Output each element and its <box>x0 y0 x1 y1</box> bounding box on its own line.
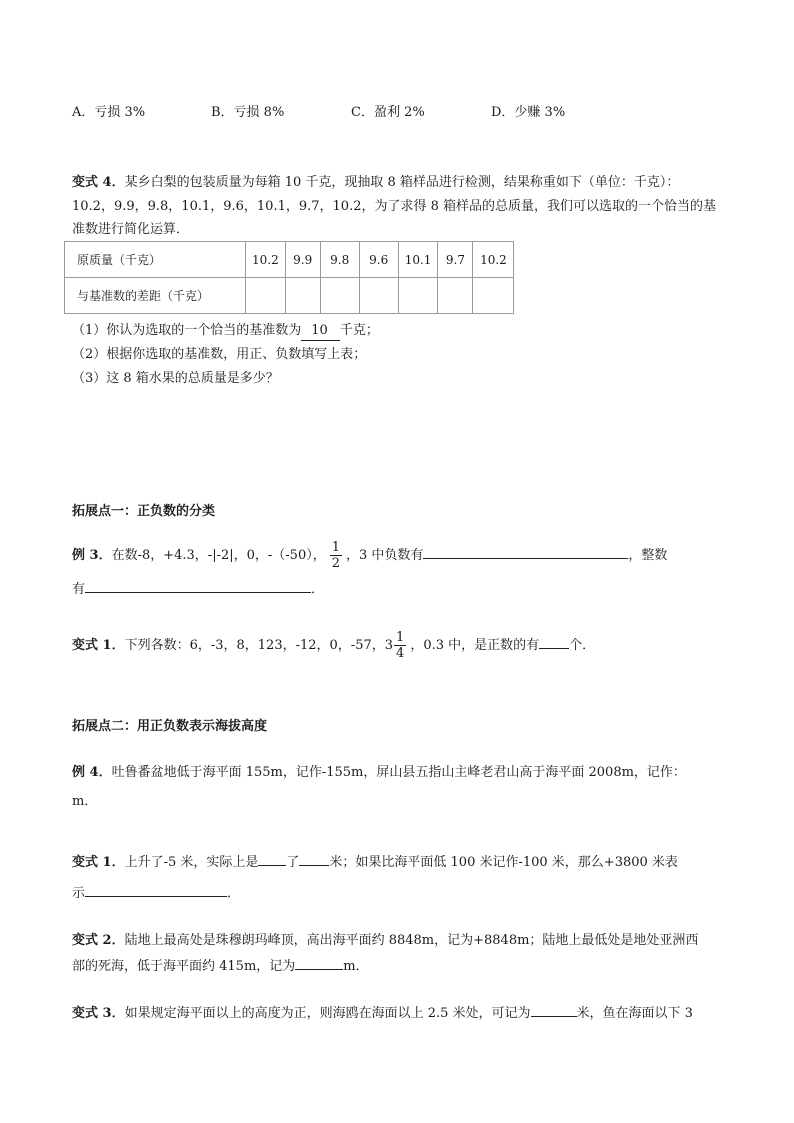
variant1-text2: ，0.3 中，是正数的有 <box>410 638 540 653</box>
table-cell: 9.7 <box>438 242 473 278</box>
example3-text2: ，3 中负数有 <box>346 548 424 563</box>
example3-tag: 例 3． <box>72 548 112 563</box>
mixed-number <box>385 630 411 661</box>
example4-text: 吐鲁番盆地低于海平面 155m，记作-155m，屏山县五指山主峰老君山高于海平面 2008m，记作： <box>111 765 686 780</box>
example3-line2 <box>72 580 324 599</box>
table-cell-empty <box>246 278 286 314</box>
variant4-text1: 某乡白梨的包装质量为每箱 10 千克，现抽取 8 箱样品进行检测，结果称重如下（单位：千克）： <box>124 175 680 190</box>
table-cell: 10.2 <box>246 242 286 278</box>
table-cell: 9.8 <box>320 242 359 278</box>
table-cell: 10.1 <box>398 242 438 278</box>
answer-blank[interactable] <box>423 546 628 559</box>
s2-variant1-end: ． <box>227 886 241 901</box>
answer-blank[interactable] <box>295 957 343 970</box>
table-cell-empty <box>320 278 359 314</box>
mixed-whole: 3 <box>384 637 394 653</box>
example4-tag: 例 4． <box>72 765 112 780</box>
answer-blank[interactable] <box>539 636 569 649</box>
fraction-numerator: 1 <box>331 540 341 555</box>
section1-title: 拓展点一：正负数的分类 <box>72 504 216 519</box>
table-row <box>65 242 514 278</box>
question-1-answer: 10 <box>301 322 340 341</box>
answer-blank[interactable] <box>85 884 227 897</box>
fraction-one-quarter <box>394 630 406 661</box>
table-cell-empty <box>359 278 398 314</box>
s2-variant3-text-b: 米，鱼在海面以下 3 <box>576 1006 693 1021</box>
s2-variant1-line2-text: 示 <box>72 886 86 901</box>
table-row-label: 与基准数的差距（千克） <box>65 278 246 314</box>
weight-table <box>64 241 514 314</box>
fraction-numerator: 1 <box>396 630 405 645</box>
variant4-line3: 准数进行简化运算． <box>72 222 190 237</box>
s2-variant1-text-a: 上升了-5 米，实际上是 <box>124 855 259 870</box>
s2-variant1-tag: 变式 1． <box>72 855 125 870</box>
answer-blank[interactable] <box>85 580 311 593</box>
s2-variant3-text-a: 如果规定海平面以上的高度为正，则海鸥在海面以上 2.5 米处，可记为 <box>124 1006 531 1021</box>
s2-variant2-line1 <box>72 932 698 950</box>
s2-variant1-line1 <box>72 853 678 872</box>
table-cell-empty <box>438 278 473 314</box>
s2-variant2-text2b: m． <box>343 959 369 974</box>
example3-line2-text: 有 <box>72 582 86 597</box>
table-cell: 10.2 <box>473 242 514 278</box>
variant1-line <box>72 630 595 661</box>
table-cell-empty <box>473 278 514 314</box>
s2-variant1-line2 <box>72 884 240 903</box>
table-row-label: 原质量（千克） <box>65 242 246 278</box>
s2-variant1-text-b: 了 <box>286 855 300 870</box>
s2-variant2-tag: 变式 2． <box>72 933 125 948</box>
example3-text1: 在数-8，+4.3，-|-2|，0，-（-50）， <box>111 548 326 563</box>
variant1-text3: 个． <box>569 638 596 653</box>
question-1-unit: 千克； <box>339 323 379 338</box>
table-cell: 9.9 <box>285 242 320 278</box>
answer-blank[interactable] <box>531 1004 577 1017</box>
variant1-tag: 变式 1． <box>72 638 125 653</box>
variant4-line2: 10.2，9.9，9.8，10.1，9.6，10.1，9.7，10.2，为了求得 8 箱样品的总质量，我们可以选取的一个恰当的基 <box>72 199 717 214</box>
table-row <box>65 278 514 314</box>
answer-blank[interactable] <box>299 853 329 866</box>
question-1-text: （1）你认为选取的一个恰当的基准数为 <box>72 323 302 338</box>
example3-line1 <box>72 540 667 571</box>
option-c: C．盈利 2% <box>351 105 425 120</box>
option-d: D．少赚 3% <box>491 105 566 120</box>
example4-line1 <box>72 764 686 782</box>
s2-variant3-line1 <box>72 1004 693 1023</box>
option-a: A．亏损 3% <box>72 105 146 120</box>
table-cell-empty <box>285 278 320 314</box>
question-3: （3）这 8 箱水果的总质量是多少？ <box>72 371 279 386</box>
question-2: （2）根据你选取的基准数，用正、负数填写上表； <box>72 347 367 362</box>
s2-variant2-line2 <box>72 957 369 976</box>
table-cell-empty <box>398 278 438 314</box>
s2-variant3-tag: 变式 3． <box>72 1006 125 1021</box>
fraction-denominator: 2 <box>331 556 341 571</box>
s2-variant2-text1: 陆地上最高处是珠穆朗玛峰顶，高出海平面约 8848m，记为+8848m；陆地上最低处是地处亚洲西 <box>124 933 699 948</box>
example4-line2: m． <box>72 794 98 809</box>
option-b: B．亏损 8% <box>211 105 285 120</box>
table-cell: 9.6 <box>359 242 398 278</box>
section2-title: 拓展点二：用正负数表示海拔高度 <box>72 719 268 734</box>
fraction-denominator: 4 <box>396 646 405 661</box>
variant4-line1 <box>72 174 679 192</box>
variant4-tag: 变式 4． <box>72 175 125 190</box>
example3-text3: ，整数 <box>628 548 668 563</box>
fraction-one-half <box>330 540 342 571</box>
answer-blank[interactable] <box>258 853 286 866</box>
variant1-text1: 下列各数：6，-3，8，123，-12，0，-57， <box>124 638 385 653</box>
s2-variant1-text-c: 米；如果比海平面低 100 米记作-100 米，那么+3800 米表 <box>329 855 678 870</box>
question-1 <box>72 322 379 341</box>
example3-end: ． <box>311 582 325 597</box>
s2-variant2-text2a: 部的死海，低于海平面约 415m，记为 <box>72 959 296 974</box>
